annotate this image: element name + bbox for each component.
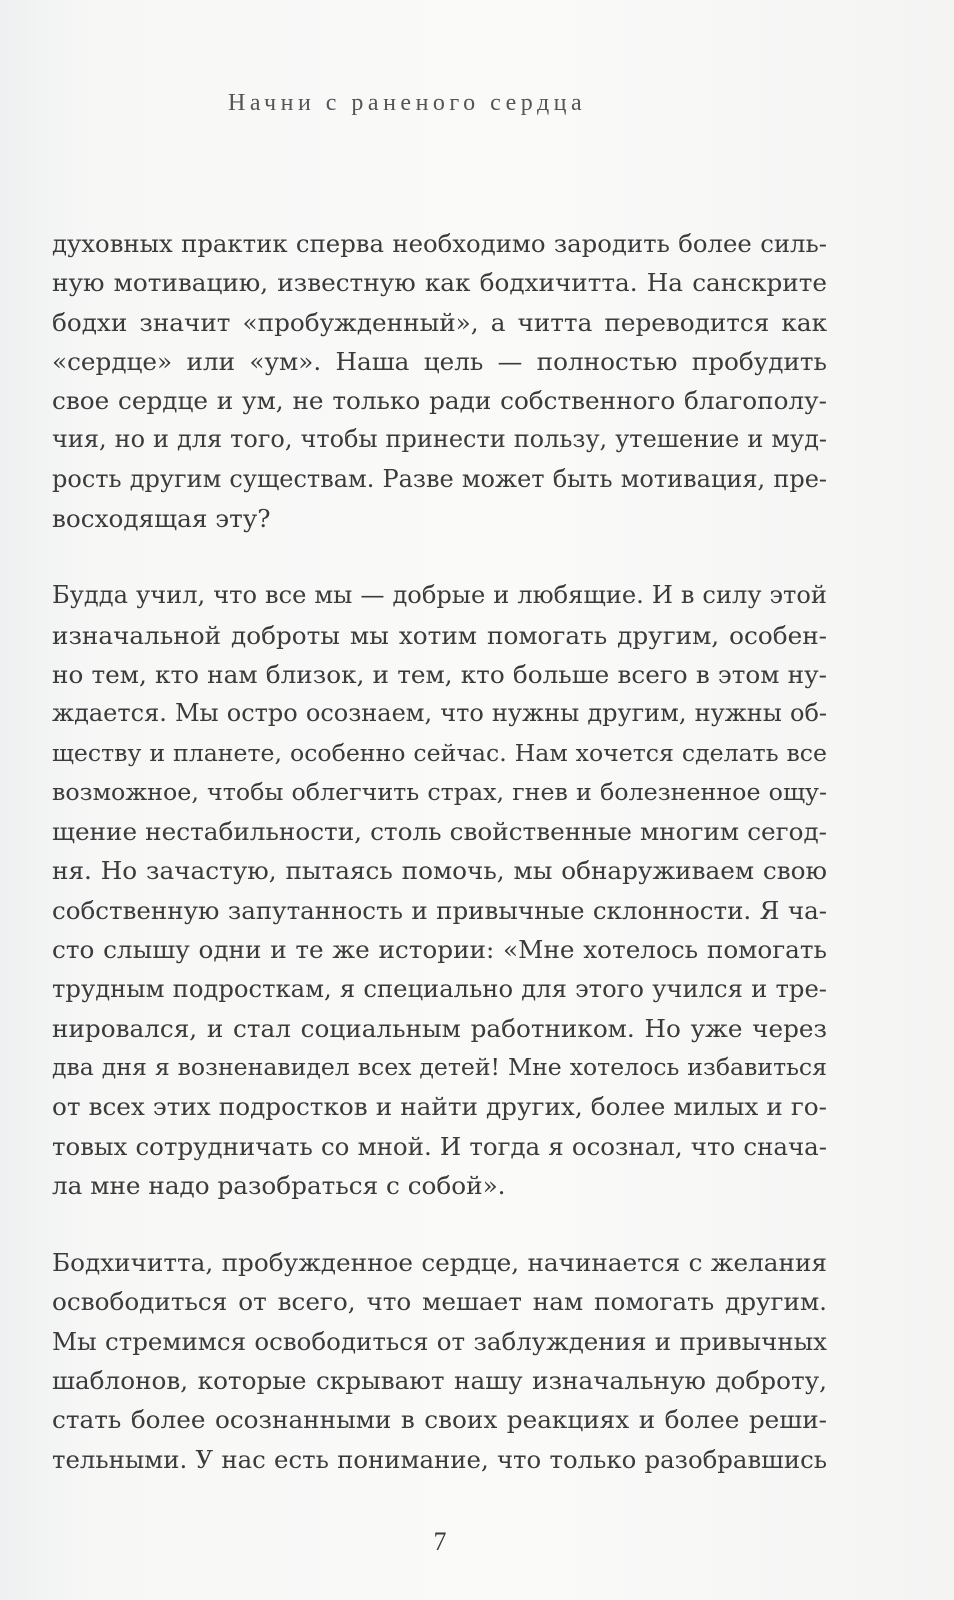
- text-line: от всех этих подростков и найти других, более милых и го-: [52, 1092, 827, 1122]
- text-line: ную мотивацию, известную как бодхичитта. На санскрите: [52, 268, 827, 298]
- text-line: тельными. У нас есть понимание, что только разобравшись: [52, 1444, 827, 1474]
- text-line: нировался, и стал социальным работником. Но уже через: [52, 1013, 827, 1043]
- text-line: духовных практик сперва необходимо зародить более силь-: [52, 229, 827, 258]
- text-line: два дня я возненавидел всех детей! Мне хотелось избавиться: [52, 1052, 827, 1081]
- text-line: ществу и планете, особенно сейчас. Нам хочется сделать все: [52, 738, 827, 767]
- text-line: «сердце» или «ум». Наша цель — полностью пробудить: [52, 346, 827, 376]
- text-line: сто слышу одни и те же истории: «Мне хотелось помогать: [52, 935, 827, 965]
- text-line: бодхи значит «пробужденный», а читта переводится как: [52, 307, 827, 337]
- text-line: рость другим существам. Разве может быть мотивация, пре-: [52, 464, 827, 493]
- page-number: 7: [433, 1527, 447, 1556]
- paragraph-1: [52, 224, 827, 538]
- text-line: Мы стремимся освободиться от заблуждения и привычных: [52, 1326, 827, 1356]
- text-line: чия, но и для того, чтобы принести пользу, утешение и муд-: [52, 425, 827, 454]
- text-line: возможное, чтобы облегчить страх, гнев и болезненное ощу-: [52, 777, 827, 806]
- paragraph-3: [52, 1243, 827, 1479]
- text-line: ждается. Мы остро осознаем, что нужны другим, нужны об-: [52, 699, 827, 728]
- body-text: [52, 224, 827, 1479]
- text-line: трудным подросткам, я специально для этого учился и тре-: [52, 974, 827, 1004]
- text-line: свое сердце и ум, не только ради собственного благополу-: [52, 386, 827, 416]
- text-line: изначальной доброты мы хотим помогать другим, особен-: [52, 620, 827, 650]
- text-line: шаблонов, которые скрывают нашу изначальную доброту,: [52, 1366, 827, 1396]
- text-line: но тем, кто нам близок, и тем, кто больше всего в этом ну-: [52, 659, 827, 689]
- text-line: ня. Но зачастую, пытаясь помочь, мы обнаруживаем свою: [52, 856, 827, 886]
- paragraph-2: [52, 576, 827, 1205]
- text-line: щение нестабильности, столь свойственные многим сегод-: [52, 817, 827, 847]
- text-line: собственную запутанность и привычные склонности. Я ча-: [52, 895, 827, 925]
- text-line: стать более осознанными в своих реакциях и более реши-: [52, 1405, 827, 1435]
- text-line: освободиться от всего, что мешает нам помогать другим.: [52, 1287, 827, 1317]
- text-line: восходящая эту?: [52, 504, 271, 534]
- text-line: товых сотрудничать со мной. И тогда я осознал, что снача-: [52, 1131, 827, 1161]
- text-line: Будда учил, что все мы — добрые и любящие. И в силу этой: [52, 581, 827, 610]
- running-head: Начни с раненого сердца: [228, 90, 587, 116]
- text-line: Бодхичитта, пробужденное сердце, начинается с желания: [52, 1248, 827, 1278]
- text-line: ла мне надо разобраться с собой».: [52, 1170, 506, 1200]
